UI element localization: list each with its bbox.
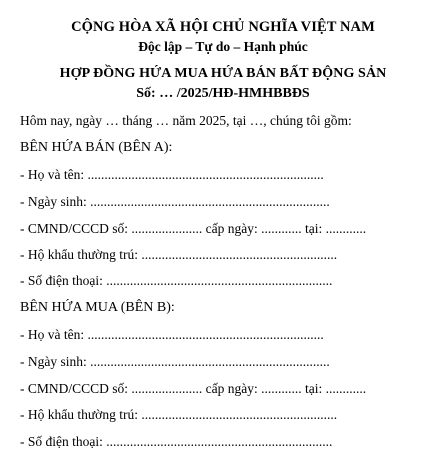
- party-a-heading: BÊN HỨA BÁN (BÊN A):: [20, 140, 173, 155]
- national-motto: Độc lập – Tự do – Hạnh phúc: [138, 39, 308, 54]
- party-a-phone-field: - Số điện thoại: ...................................................................: [20, 273, 333, 288]
- contract-title: HỢP ĐỒNG HỨA MUA HỨA BÁN BẤT ĐỘNG SẢN: [59, 66, 387, 81]
- party-a-dob-field: - Ngày sinh: .......................................................................: [20, 194, 330, 209]
- party-b-id-field: - CMND/CCCD số: ..................... cấp ngày: ............ tại: ............: [20, 381, 367, 396]
- contract-number: Số: … /2025/HĐ-HMHBBĐS: [136, 86, 310, 101]
- party-b-heading: BÊN HỨA MUA (BÊN B):: [20, 300, 175, 315]
- party-a-name-field: - Họ và tên: ......................................................................: [20, 167, 324, 182]
- national-title: CỘNG HÒA XÃ HỘI CHỦ NGHĨA VIỆT NAM: [71, 19, 375, 35]
- party-b-residence-field: - Hộ khẩu thường trú: ..........................................................: [20, 407, 338, 422]
- party-a-id-field: - CMND/CCCD số: ..................... cấp ngày: ............ tại: ............: [20, 221, 367, 236]
- party-b-dob-field: - Ngày sinh: .......................................................................: [20, 354, 330, 369]
- party-a-residence-field: - Hộ khẩu thường trú: ..........................................................: [20, 247, 338, 262]
- contract-intro: Hôm nay, ngày … tháng … năm 2025, tại …, chúng tôi gồm:: [20, 113, 352, 128]
- party-b-name-field: - Họ và tên: ......................................................................: [20, 327, 324, 342]
- party-b-phone-field: - Số điện thoại: ...................................................................: [20, 434, 333, 449]
